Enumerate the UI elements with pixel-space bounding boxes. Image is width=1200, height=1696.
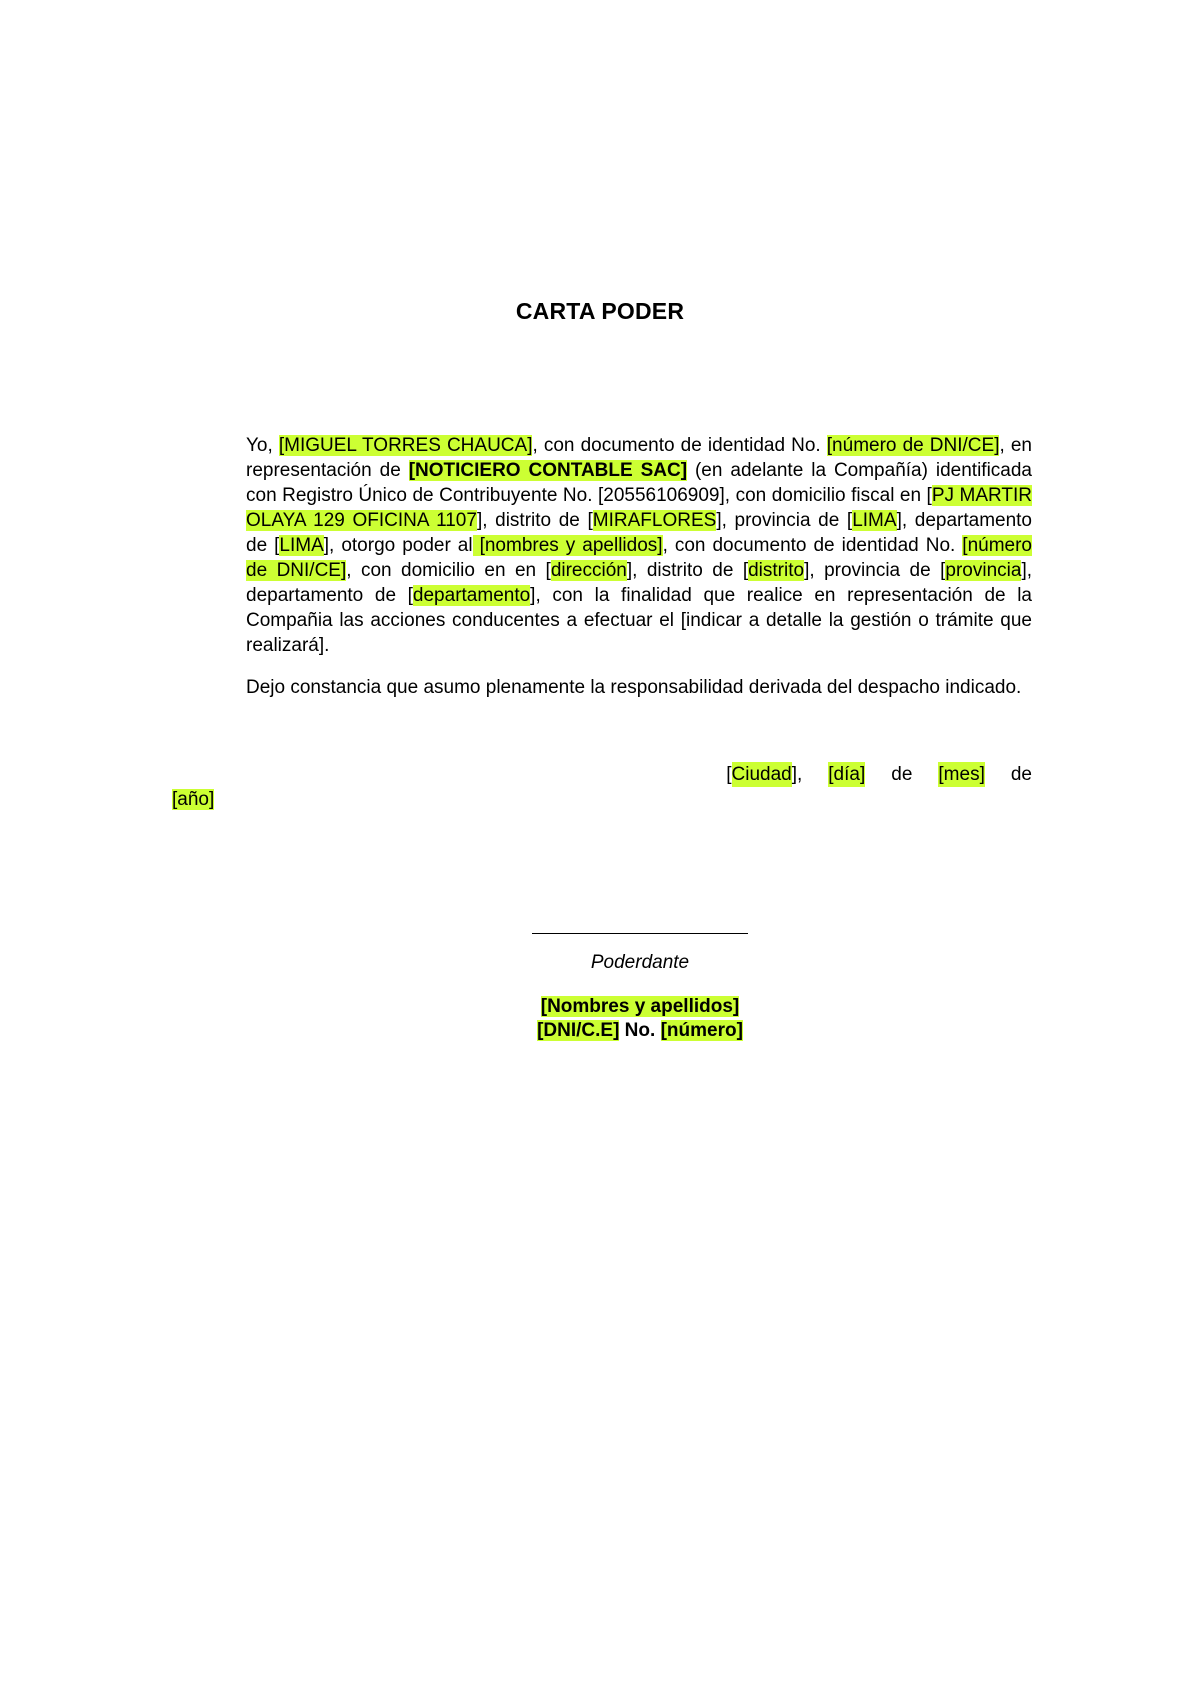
highlight-province: LIMA	[852, 510, 897, 531]
document-title: CARTA PODER	[515, 298, 685, 324]
signature-line	[532, 933, 748, 934]
text-segment: ], departamento de [	[246, 560, 1033, 606]
text-segment: ], distrito de [	[626, 560, 749, 581]
text-segment: ], otorgo poder al	[323, 535, 473, 556]
highlight-signer-id-type: [DNI/C.E]	[537, 1020, 620, 1041]
text-segment: ], departamento de [	[246, 510, 1032, 556]
text-segment: ], provincia de [	[804, 560, 946, 581]
highlight-department: LIMA	[279, 535, 324, 556]
text-segment: ],	[791, 764, 803, 785]
highlight-company-name: [NOTICIERO CONTABLE SAC]	[408, 460, 688, 481]
highlight-signer-id-number: [número]	[660, 1020, 743, 1041]
text-segment: (en adelante la Compañía) identificada con Registro Único de Contribuyente No. [20556106909], con domicilio fiscal en [	[246, 460, 1032, 506]
text-segment: , con domicilio en en [	[346, 560, 551, 581]
highlight-city: Ciudad	[731, 764, 792, 785]
highlight-fiscal-address: PJ MARTIR OLAYA 129 OFICINA 1107	[246, 485, 1033, 531]
highlight-month: [mes]	[938, 764, 985, 785]
text-segment: ], distrito de [	[476, 510, 593, 531]
signature-role: Poderdante	[590, 952, 690, 973]
text-segment: ], provincia de [	[716, 510, 853, 531]
text-segment: [	[726, 764, 732, 785]
date-place-block	[172, 762, 1032, 812]
highlight-agent-name: [nombres y apellidos]	[472, 535, 663, 556]
highlight-agent-province: provincia	[945, 560, 1022, 581]
text-segment: Yo,	[246, 435, 279, 456]
highlight-year: [año]	[172, 789, 215, 810]
highlight-agent-address: dirección	[550, 560, 627, 581]
highlight-signer-name: [Nombres y apellidos]	[540, 996, 740, 1017]
paragraph-main	[246, 433, 1032, 658]
signature-block	[0, 995, 1200, 1043]
text-segment: de	[891, 764, 913, 785]
text-segment: , en representación de	[246, 435, 1032, 481]
text-segment: ], con la finalidad que realice en representación de la Compañia las acciones conducentes a efectuar el [indicar a detalle la gestión o trámite que realizará].	[246, 585, 1032, 656]
highlight-day: [día]	[828, 764, 866, 785]
date-line	[172, 762, 1032, 787]
highlight-agent-district: distrito	[748, 560, 805, 581]
paragraph-responsibility: Dejo constancia que asumo plenamente la responsabilidad derivada del despacho indicado.	[246, 677, 1022, 698]
text-segment: de	[1010, 764, 1032, 785]
highlight-agent-department: departamento	[412, 585, 531, 606]
date-year-line	[172, 787, 1032, 812]
highlight-grantor-name: [MIGUEL TORRES CHAUCA]	[278, 435, 533, 456]
highlight-district: MIRAFLORES	[592, 510, 717, 531]
highlight-agent-dni: [número de DNI/CE]	[246, 535, 1032, 581]
text-segment: No.	[619, 1020, 661, 1041]
highlight-grantor-dni: [número de DNI/CE]	[826, 435, 1000, 456]
text-segment: , con documento de identidad No.	[662, 535, 963, 556]
text-segment: , con documento de identidad No.	[532, 435, 827, 456]
